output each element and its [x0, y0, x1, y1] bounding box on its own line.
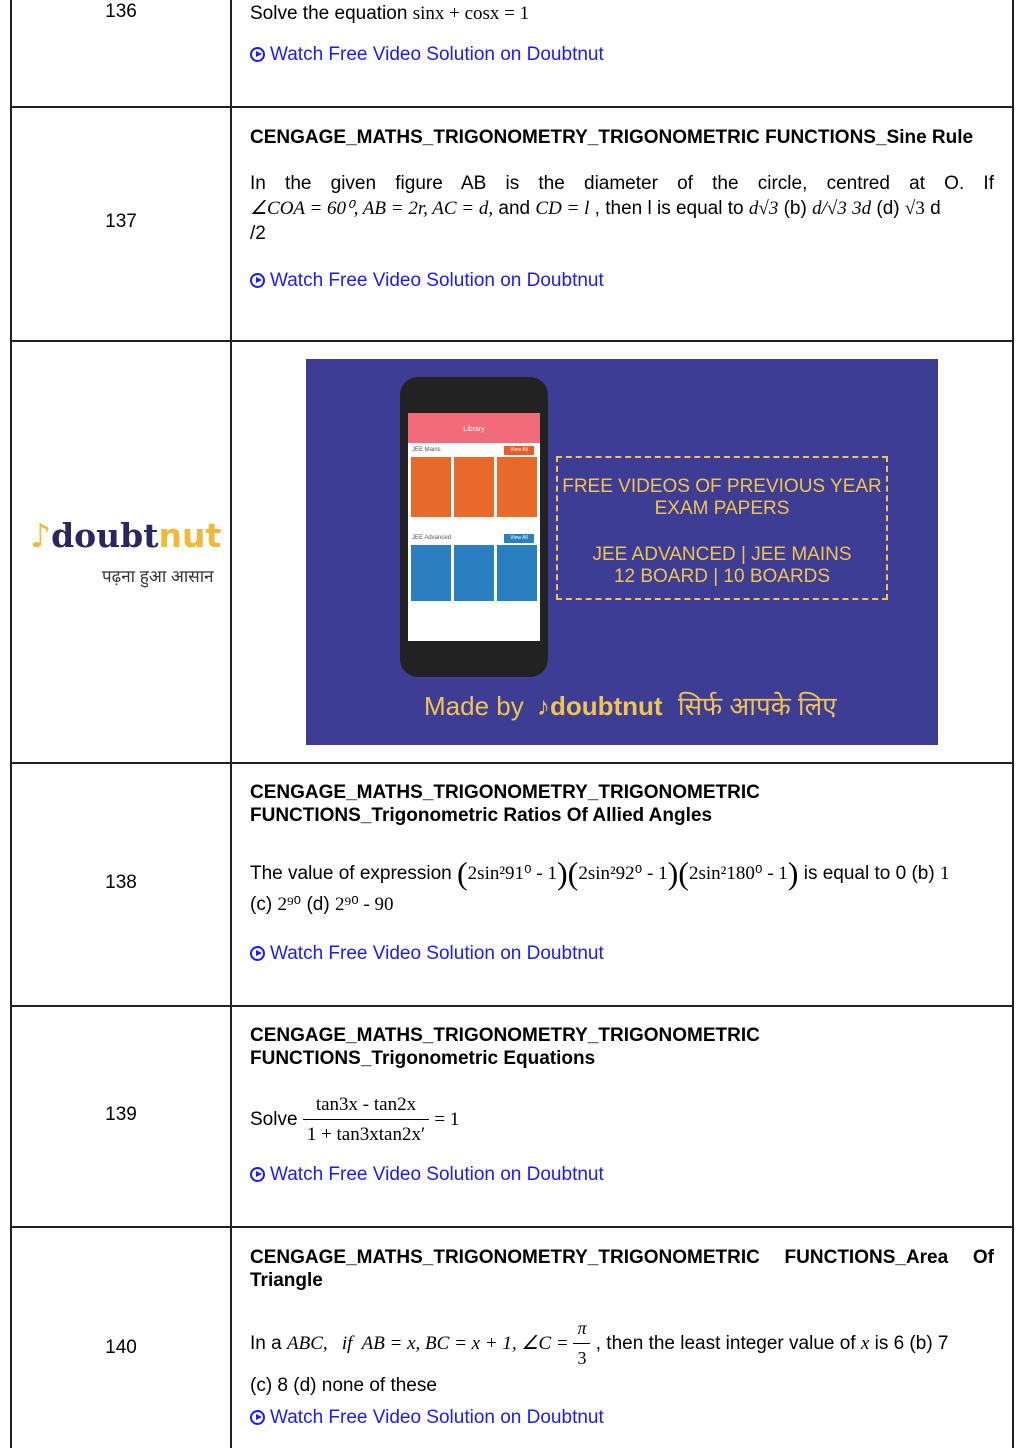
option-c: 2⁹⁰	[277, 894, 302, 915]
promo-line: JEE ADVANCED | JEE MAINS	[592, 544, 852, 565]
question-topic	[250, 1024, 994, 1070]
text-fragment: The value of expression	[250, 863, 458, 884]
math-expression: ∠COA = 60⁰, AB = 2r, AC = d,	[250, 198, 494, 219]
text-fragment: , then l is equal to	[589, 198, 749, 219]
text-fragment: (d)	[871, 198, 905, 219]
row-divider	[10, 762, 1014, 764]
play-circle-icon	[250, 1410, 265, 1425]
play-circle-icon	[250, 946, 265, 961]
promo-banner[interactable]	[306, 359, 938, 745]
phone-card	[411, 457, 451, 517]
question-line: In the given figure AB is the diameter of the circle, centred at O. If	[250, 173, 994, 194]
fraction-numerator: tan3x - tan2x	[303, 1092, 429, 1120]
topic-line: Triangle	[250, 1270, 323, 1291]
promo-line: FREE VIDEOS OF PREVIOUS YEAR	[562, 476, 882, 497]
video-solution-link-label: Watch Free Video Solution on Doubtnut	[270, 44, 604, 65]
paren: )(	[557, 855, 579, 891]
promo-dashed-box	[556, 456, 888, 600]
topic-line: FUNCTIONS_Trigonometric Equations	[250, 1048, 596, 1069]
phone-section-label: JEE Mains	[412, 447, 441, 453]
row-divider	[10, 1005, 1014, 1007]
math-expression: 2sin²180⁰ - 1	[688, 863, 788, 884]
equation: sinx + cosx = 1	[412, 3, 530, 24]
logo-wordmark	[30, 516, 222, 555]
phone-card	[497, 545, 537, 601]
phone-card	[497, 457, 537, 517]
text-fragment: and	[493, 198, 536, 219]
question-line: (c) 8 (d) none of these	[250, 1375, 437, 1396]
play-note-icon: ♪	[536, 691, 550, 721]
phone-card	[454, 545, 494, 601]
phone-section-label: JEE Advanced	[412, 535, 452, 541]
equation-rhs: = 1	[434, 1109, 460, 1130]
row-divider	[10, 1226, 1014, 1228]
option-c: 3d	[852, 198, 872, 219]
paren: )(	[667, 855, 689, 891]
text-fragment: (d)	[301, 894, 335, 915]
text-fragment: is equal to 0 (b)	[798, 863, 940, 884]
logo-tagline: पढ़ना हुआ आसान	[102, 567, 214, 586]
video-solution-link-label: Watch Free Video Solution on Doubtnut	[270, 1164, 604, 1185]
topic-line: CENGAGE_MATHS_TRIGONOMETRY_TRIGONOMETRIC FUNCTIONS_Area Of	[250, 1247, 994, 1268]
video-solution-link[interactable]	[250, 44, 604, 66]
video-solution-link[interactable]	[250, 1407, 604, 1429]
table-border-right	[1012, 0, 1014, 1448]
phone-view-all-button: View All	[504, 446, 534, 455]
video-solution-link-label: Watch Free Video Solution on Doubtnut	[270, 943, 604, 964]
math-expression: 2sin²91⁰ - 1	[467, 863, 557, 884]
math-expression: ABC, if AB = x, BC = x + 1, ∠C =	[286, 1333, 574, 1354]
text-fragment: (b)	[778, 198, 813, 219]
phone-cards	[408, 457, 540, 517]
question-text	[250, 171, 994, 246]
fraction-numerator: π	[573, 1316, 590, 1344]
question-topic: CENGAGE_MATHS_TRIGONOMETRY_TRIGONOMETRIC FUNCTIONS_Sine Rule	[250, 127, 974, 148]
row-divider	[10, 340, 1014, 342]
phone-section	[408, 531, 540, 545]
logo-play-icon: ♪	[30, 516, 52, 555]
logo-word-nut: nut	[158, 516, 222, 555]
question-prefix: Solve the equation	[250, 3, 413, 24]
doubtnut-logo	[30, 516, 222, 586]
math-expression: 2sin²92⁰ - 1	[578, 863, 668, 884]
option-d: √3	[904, 198, 925, 219]
question-topic	[250, 1246, 994, 1292]
option-b: d/√3	[812, 198, 847, 219]
topic-line: CENGAGE_MATHS_TRIGONOMETRY_TRIGONOMETRIC	[250, 782, 760, 803]
text-fragment: In a	[250, 1333, 287, 1354]
topic-line: FUNCTIONS_Trigonometric Ratios Of Allied Angles	[250, 805, 713, 826]
video-solution-link[interactable]	[250, 270, 604, 292]
text-fragment: is 6 (b) 7	[869, 1333, 949, 1354]
question-number: 137	[105, 211, 137, 232]
question-number: 139	[105, 1104, 137, 1125]
phone-card	[411, 545, 451, 601]
math-variable: x	[860, 1333, 870, 1354]
play-circle-icon	[250, 273, 265, 288]
phone-header: Library	[408, 413, 540, 443]
fraction-denominator: 1 + tan3xtan2x′	[306, 1124, 426, 1145]
option-b: 1	[939, 863, 950, 884]
paren: )	[787, 855, 799, 891]
phone-section	[408, 443, 540, 457]
question-text	[250, 855, 994, 918]
question-line	[250, 892, 994, 918]
row-divider	[10, 106, 1014, 108]
fraction-denominator: 3	[577, 1348, 587, 1368]
text-fragment: (c)	[250, 894, 278, 915]
phone-mockup	[400, 377, 548, 677]
question-topic	[250, 781, 994, 827]
topic-line: CENGAGE_MATHS_TRIGONOMETRY_TRIGONOMETRIC	[250, 1025, 760, 1046]
question-line	[250, 1316, 994, 1371]
question-line	[250, 855, 994, 892]
phone-screen	[408, 413, 540, 641]
made-by-line	[424, 687, 837, 723]
question-text	[250, 1, 994, 26]
phone-view-all-button: View All	[504, 534, 534, 543]
promo-line: 12 BOARD | 10 BOARDS	[613, 566, 831, 587]
brand-name: doubtnut	[549, 691, 663, 721]
text-fragment: Solve	[250, 1109, 303, 1130]
video-solution-link[interactable]	[250, 1164, 604, 1186]
play-circle-icon	[250, 47, 265, 62]
video-solution-link[interactable]	[250, 943, 604, 965]
logo-word-doubt: doubt	[51, 516, 159, 555]
question-text	[250, 1316, 994, 1398]
text-fragment: , then the least integer value of	[590, 1333, 861, 1354]
video-solution-link-label: Watch Free Video Solution on Doubtnut	[270, 270, 604, 291]
question-number: 136	[105, 1, 137, 22]
phone-card	[454, 457, 494, 517]
option-d: 2⁹⁰ - 90	[334, 894, 394, 915]
play-circle-icon	[250, 1167, 265, 1182]
made-by-label: Made by	[424, 691, 524, 721]
question-number: 138	[105, 872, 137, 893]
hindi-tagline: सिर्फ आपके लिए	[677, 691, 837, 721]
fraction	[573, 1316, 590, 1371]
fraction	[303, 1092, 429, 1147]
table-column-divider	[230, 0, 232, 1448]
video-solution-link-label: Watch Free Video Solution on Doubtnut	[270, 1407, 604, 1428]
promo-line: EXAM PAPERS	[654, 498, 790, 519]
question-line	[250, 196, 994, 221]
question-text	[250, 1092, 994, 1147]
text-fragment: d	[924, 198, 941, 219]
option-a: d√3	[748, 198, 779, 219]
question-number: 140	[105, 1337, 137, 1358]
phone-cards	[408, 545, 540, 601]
math-expression: CD = l	[535, 198, 590, 219]
paren: (	[457, 855, 468, 891]
question-line: /2	[250, 223, 266, 244]
